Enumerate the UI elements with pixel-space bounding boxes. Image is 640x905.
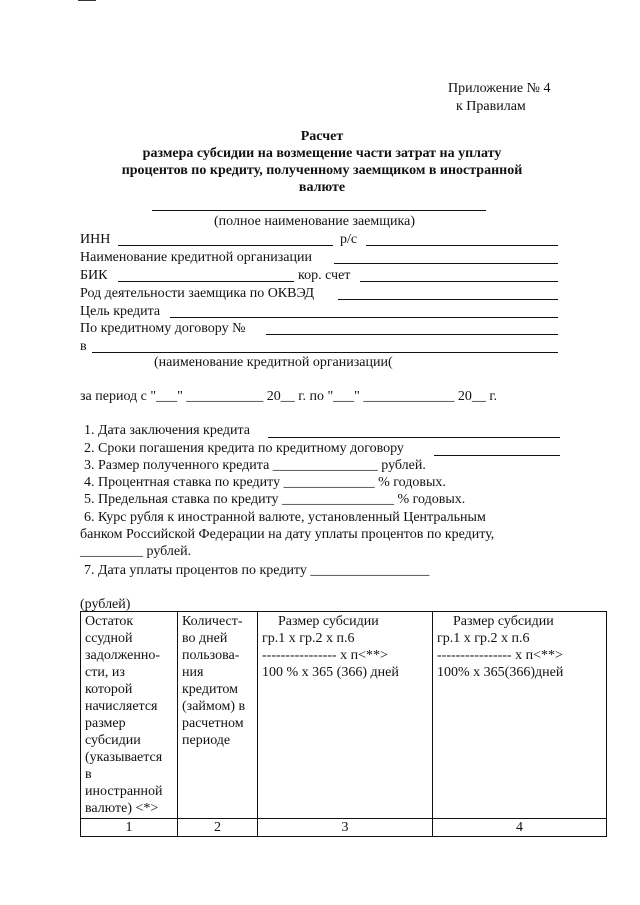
appendix-line-2: к Правилам — [456, 99, 526, 114]
item-7: 7. Дата уплаты процентов по кредиту _________________ — [84, 563, 430, 578]
borrower-caption: (полное наименование заемщика) — [214, 214, 415, 229]
kor-label: кор. счет — [298, 268, 351, 283]
table-number-row — [81, 819, 607, 837]
item-2-line — [434, 455, 560, 456]
period-line: за период с "___" ___________ 20__ г. по "___" _____________ 20__ г. — [80, 389, 498, 404]
rs-label: р/с — [340, 232, 358, 247]
credit-org-line — [334, 263, 558, 264]
header-cell-balance: Остаток ссудной задолженно- сти, из которой начисляется размер субсидии (указывается в иностранной валюте) <*> — [81, 612, 178, 819]
subsidy-table — [80, 611, 607, 837]
item-3: 3. Размер полученного кредита _______________ рублей. — [84, 458, 426, 473]
item-6-line-1: 6. Курс рубля к иностранной валюте, установленный Центральным — [84, 510, 486, 525]
title-line-1: Расчет — [300, 129, 344, 144]
bank-line — [92, 352, 558, 353]
contract-label: По кредитному договору № — [80, 321, 246, 336]
item-6-line-2: банком Российской Федерации на дату уплаты процентов по кредиту, — [80, 527, 495, 542]
contract-line — [266, 334, 558, 335]
bank-caption: (наименование кредитной организации( — [154, 355, 393, 370]
unit-label: (рублей) — [80, 597, 131, 612]
item-1: 1. Дата заключения кредита — [84, 423, 250, 438]
appendix-line-1: Приложение № 4 — [448, 81, 551, 96]
item-6-line-3: _________ рублей. — [80, 544, 192, 559]
bik-label: БИК — [80, 268, 108, 283]
bik-line — [118, 281, 294, 282]
inn-line — [118, 245, 333, 246]
header-cell-subsidy-a: Размер субсидии гр.1 x гр.2 x п.6 ---------------- x п<**> 100 % x 365 (366) дней — [258, 612, 433, 819]
goal-line — [170, 317, 558, 318]
column-number-1: 1 — [81, 819, 178, 837]
item-2: 2. Сроки погашения кредита по кредитному договору — [84, 441, 404, 456]
title-line-2: размера субсидии на возмещение части затрат на уплату — [142, 146, 502, 161]
inn-label: ИНН — [80, 232, 111, 247]
column-number-2: 2 — [178, 819, 258, 837]
v-label: в — [80, 339, 87, 354]
table-header-row — [81, 612, 607, 819]
credit-org-label: Наименование кредитной организации — [80, 250, 312, 265]
header-cell-subsidy-b: Размер субсидии гр.1 x гр.2 x п.6 ---------------- x п<**> 100% x 365(366)дней — [433, 612, 607, 819]
rs-line — [366, 245, 558, 246]
item-5: 5. Предельная ставка по кредиту ________________ % годовых. — [84, 492, 466, 507]
okved-label: Род деятельности заемщика по ОКВЭД — [80, 286, 315, 301]
goal-label: Цель кредита — [80, 304, 161, 319]
borrower-name-line — [152, 210, 486, 211]
okved-line — [338, 299, 558, 300]
column-number-4: 4 — [433, 819, 607, 837]
title-line-4: валюте — [298, 180, 346, 195]
column-number-3: 3 — [258, 819, 433, 837]
scan-mark — [78, 0, 96, 1]
item-1-line — [268, 437, 560, 438]
item-4: 4. Процентная ставка по кредиту _____________ % годовых. — [84, 475, 446, 490]
kor-line — [360, 281, 558, 282]
title-line-3: процентов по кредиту, полученному заемщиком в иностранной — [121, 163, 523, 178]
header-cell-days: Количест- во дней пользова- ния кредитом (займом) в расчетном периоде — [178, 612, 258, 819]
